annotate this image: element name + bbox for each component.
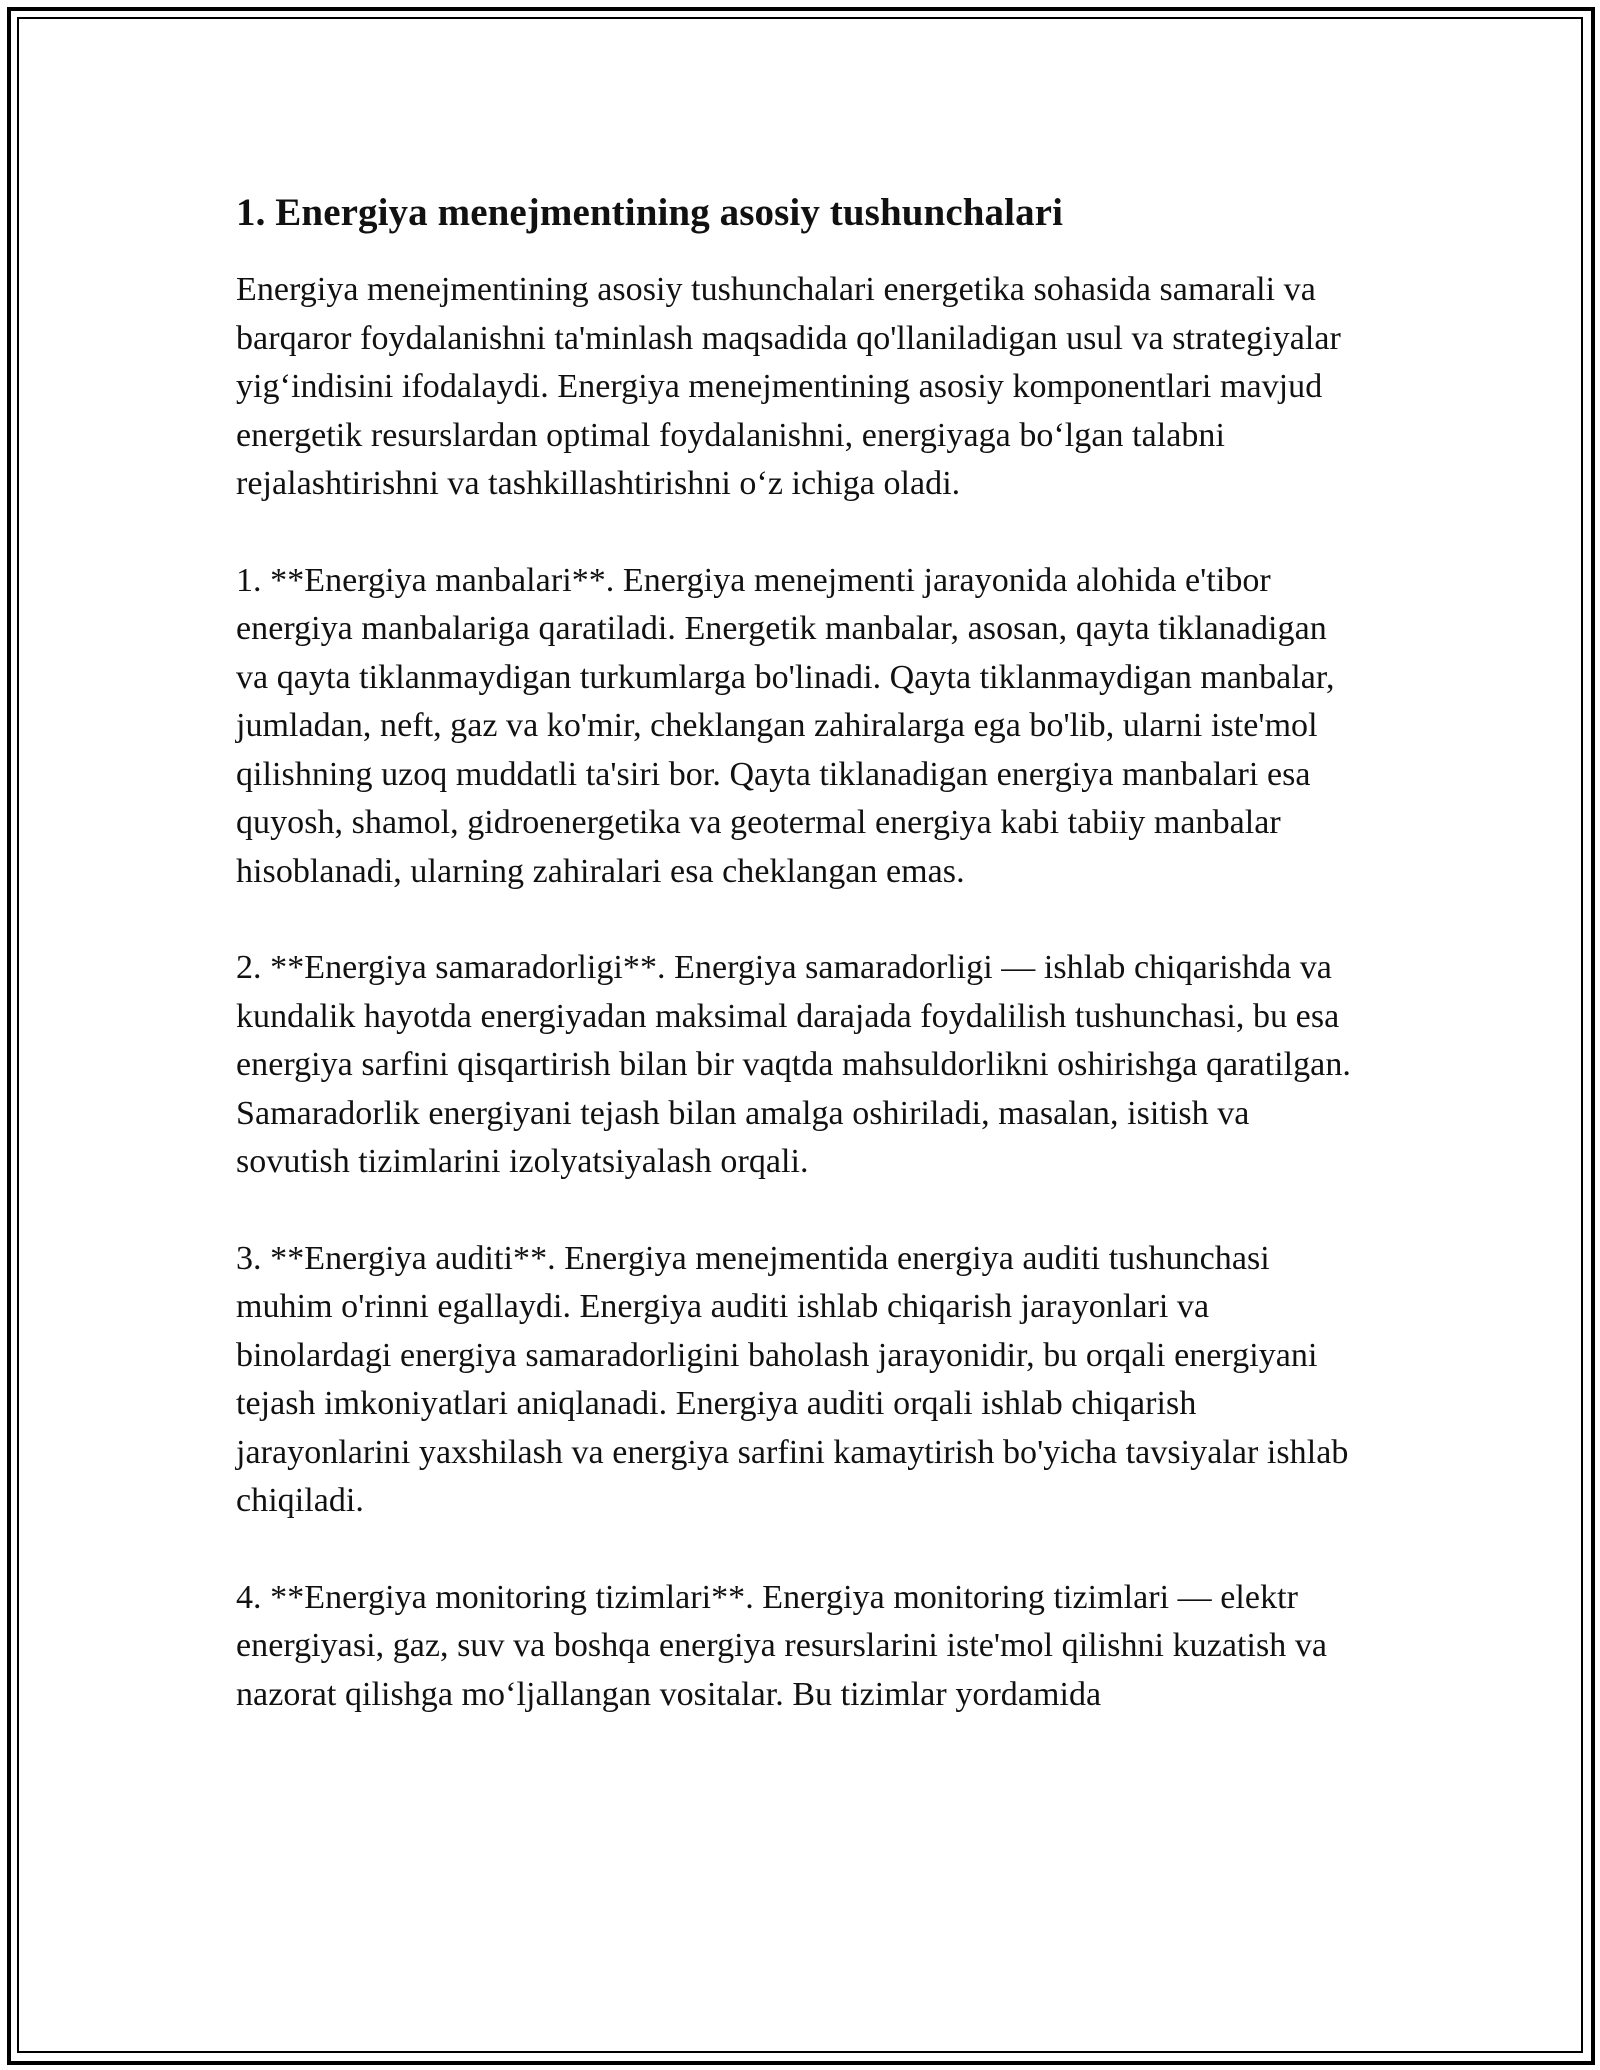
section-heading: 1. Energiya menejmentining asosiy tushunchalari (236, 191, 1064, 234)
paragraph-energy-efficiency: 2. **Energiya samaradorligi**. Energiya samaradorligi — ishlab chiqarishda va kundalik hayotda energiyadan maksimal darajada foydalilish tushunchasi, bu esa energiya sarfini qisqartirish bilan bir vaqtda mahsuldorlikni oshirishga qaratilgan. Samaradorlik energiyani tejash bilan amalga oshiriladi, masalan, isitish va sovutish tizimlarini izolyatsiyalash orqali. (236, 949, 1351, 1180)
document-body (236, 186, 1366, 1767)
intro-paragraph: Energiya menejmentining asosiy tushunchalari energetika sohasida samarali va barqaror foydalanishni ta'minlash maqsadida qo'llaniladigan usul va strategiyalar yig‘indisini ifodalaydi. Energiya menejmentining asosiy komponentlari mavjud energetik resurslardan optimal foydalanishni, energiyaga bo‘lgan talabni rejalashtirishni va tashkillashtirishni o‘z ichiga oladi. (236, 271, 1341, 502)
paragraph-energy-audit: 3. **Energiya auditi**. Energiya menejmentida energiya auditi tushunchasi muhim o'rinni egallaydi. Energiya auditi ishlab chiqarish jarayonlari va binolardagi energiya samaradorligini baholash jarayonidir, bu orqali energiyani tejash imkoniyatlari aniqlanadi. Energiya auditi orqali ishlab chiqarish jarayonlarini yaxshilash va energiya sarfini kamaytirish bo'yicha tavsiyalar ishlab chiqiladi. (236, 1239, 1349, 1519)
paragraph-energy-monitoring: 4. **Energiya monitoring tizimlari**. Energiya monitoring tizimlari — elektr energiyasi, gaz, suv va boshqa energiya resurslarini iste'mol qilishni kuzatish va nazorat qilishga mo‘ljallangan vositalar. Bu tizimlar yordamida (236, 1578, 1328, 1713)
paragraph-energy-sources: 1. **Energiya manbalari**. Energiya menejmenti jarayonida alohida e'tibor energiya manbalariga qaratiladi. Energetik manbalar, asosan, qayta tiklanadigan va qayta tiklanmaydigan turkumlarga bo'linadi. Qayta tiklanmaydigan manbalar, jumladan, neft, gaz va ko'mir, cheklangan zahiralarga ega bo'lib, ularni iste'mol qilishning uzoq muddatli ta'siri bor. Qayta tiklanadigan energiya manbalari esa quyosh, shamol, gidroenergetika va geotermal energiya kabi tabiiy manbalar hisoblanadi, ularning zahiralari esa cheklangan emas. (236, 561, 1335, 890)
